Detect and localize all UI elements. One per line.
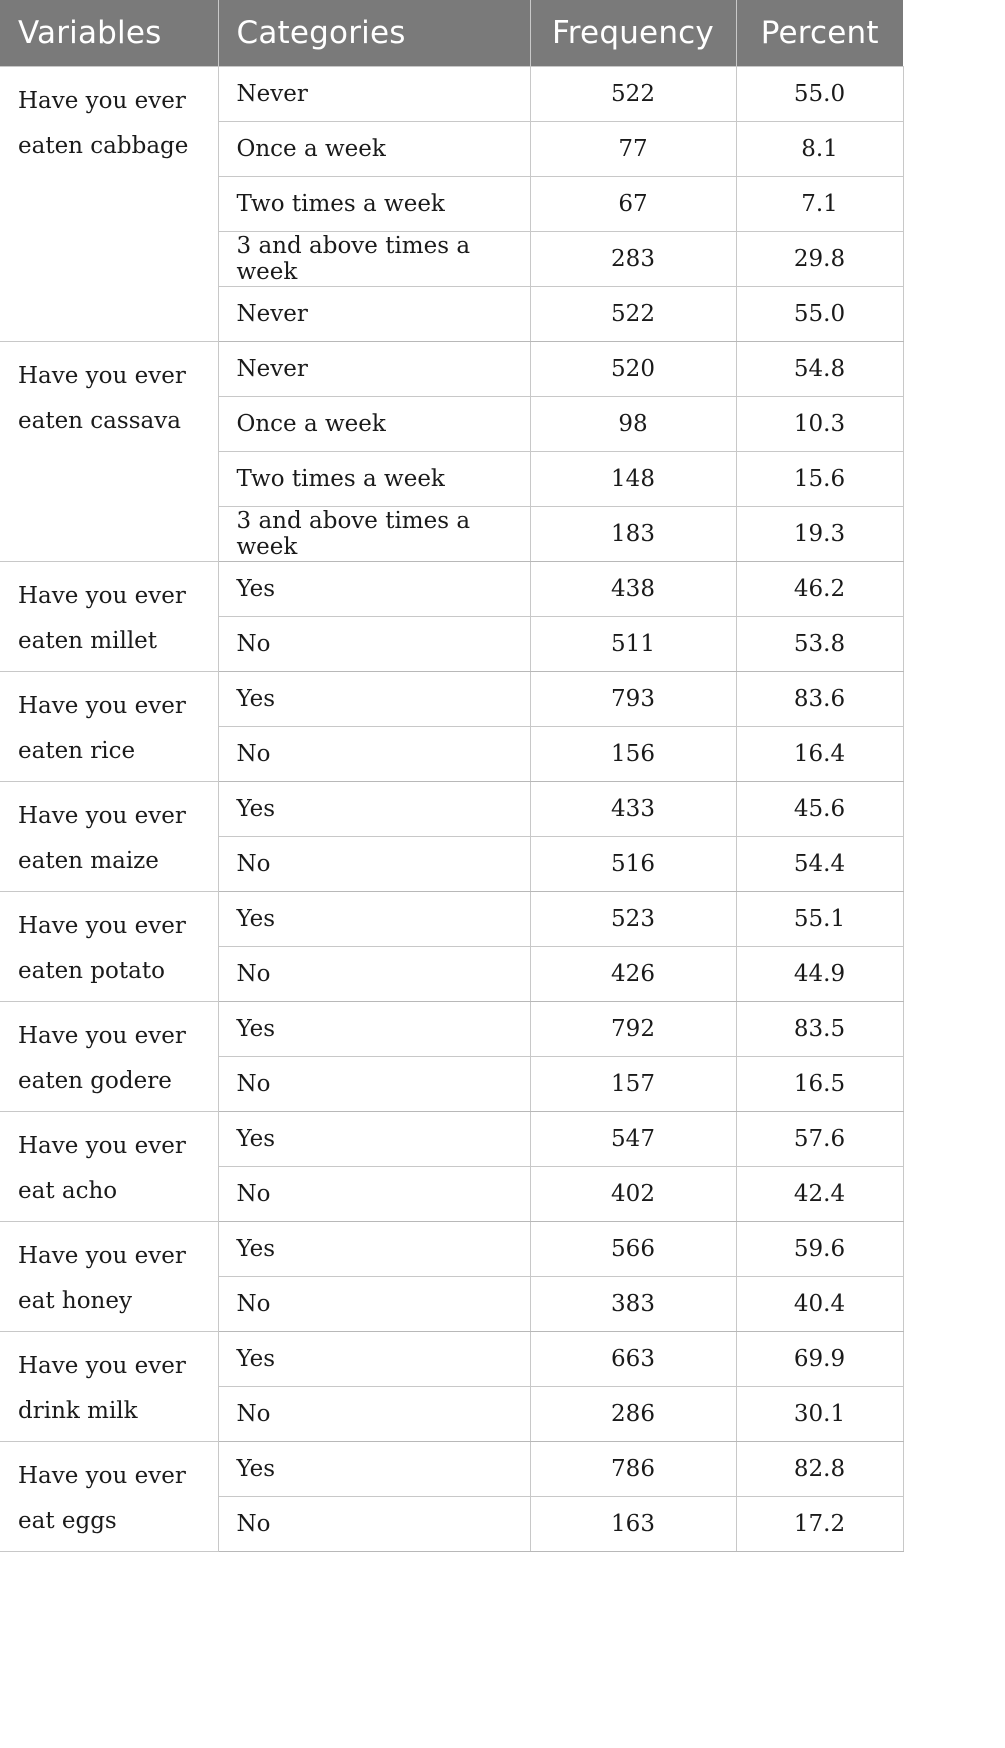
percent-cell: 17.2	[736, 1496, 903, 1551]
variable-cell	[0, 1331, 218, 1441]
variable-cell	[0, 1221, 218, 1331]
category-cell: Yes	[218, 781, 530, 836]
table-row	[0, 1441, 903, 1496]
frequency-cell: 156	[530, 726, 736, 781]
variable-cell	[0, 66, 218, 341]
frequency-cell: 148	[530, 451, 736, 506]
table-row	[0, 891, 903, 946]
category-cell: No	[218, 946, 530, 1001]
frequency-cell: 438	[530, 561, 736, 616]
category-cell: 3 and above times a week	[218, 231, 530, 286]
variable-label: Have you ever eaten cabbage	[18, 87, 189, 159]
category-cell: No	[218, 1386, 530, 1441]
percent-cell: 57.6	[736, 1111, 903, 1166]
frequency-cell: 663	[530, 1331, 736, 1386]
frequency-cell: 402	[530, 1166, 736, 1221]
frequency-cell: 157	[530, 1056, 736, 1111]
category-cell: 3 and above times a week	[218, 506, 530, 561]
percent-cell: 45.6	[736, 781, 903, 836]
percent-cell: 82.8	[736, 1441, 903, 1496]
frequency-cell: 547	[530, 1111, 736, 1166]
percent-cell: 7.1	[736, 176, 903, 231]
percent-cell: 69.9	[736, 1331, 903, 1386]
frequency-cell: 793	[530, 671, 736, 726]
variable-label: Have you ever eaten millet	[18, 582, 186, 654]
category-cell: Two times a week	[218, 451, 530, 506]
frequency-cell: 516	[530, 836, 736, 891]
frequency-cell: 286	[530, 1386, 736, 1441]
variable-cell	[0, 1001, 218, 1111]
variable-cell	[0, 891, 218, 1001]
frequency-cell: 98	[530, 396, 736, 451]
percent-cell: 55.0	[736, 286, 903, 341]
frequency-cell: 566	[530, 1221, 736, 1276]
percent-cell: 44.9	[736, 946, 903, 1001]
category-cell: No	[218, 1056, 530, 1111]
table-row	[0, 1001, 903, 1056]
frequency-cell: 426	[530, 946, 736, 1001]
frequency-cell: 77	[530, 121, 736, 176]
table-row	[0, 1331, 903, 1386]
variable-label: Have you ever eaten potato	[18, 912, 186, 984]
header-variables: Variables	[0, 0, 218, 66]
header-percent: Percent	[736, 0, 903, 66]
category-cell: Yes	[218, 1441, 530, 1496]
category-cell: Never	[218, 341, 530, 396]
category-cell: Yes	[218, 561, 530, 616]
frequency-cell: 383	[530, 1276, 736, 1331]
percent-cell: 46.2	[736, 561, 903, 616]
percent-cell: 8.1	[736, 121, 903, 176]
percent-cell: 10.3	[736, 396, 903, 451]
percent-cell: 42.4	[736, 1166, 903, 1221]
percent-cell: 29.8	[736, 231, 903, 286]
percent-cell: 40.4	[736, 1276, 903, 1331]
percent-cell: 53.8	[736, 616, 903, 671]
percent-cell: 19.3	[736, 506, 903, 561]
variable-cell	[0, 1111, 218, 1221]
frequency-cell: 511	[530, 616, 736, 671]
category-cell: Yes	[218, 891, 530, 946]
frequency-cell: 786	[530, 1441, 736, 1496]
percent-cell: 16.5	[736, 1056, 903, 1111]
percent-cell: 83.6	[736, 671, 903, 726]
variable-label: Have you ever eat eggs	[18, 1462, 186, 1534]
category-cell: Never	[218, 66, 530, 121]
table-row	[0, 561, 903, 616]
frequency-cell: 283	[530, 231, 736, 286]
table-row	[0, 341, 903, 396]
frequency-cell: 183	[530, 506, 736, 561]
variable-label: Have you ever eat honey	[18, 1242, 186, 1314]
variable-label: Have you ever eaten rice	[18, 692, 186, 764]
table-header	[0, 0, 903, 66]
table-body	[0, 66, 903, 1551]
category-cell: No	[218, 836, 530, 891]
category-cell: No	[218, 1496, 530, 1551]
table-row	[0, 1111, 903, 1166]
frequency-cell: 433	[530, 781, 736, 836]
table-row	[0, 781, 903, 836]
percent-cell: 16.4	[736, 726, 903, 781]
frequency-cell: 520	[530, 341, 736, 396]
variable-label: Have you ever eaten cassava	[18, 362, 186, 434]
category-cell: Never	[218, 286, 530, 341]
frequency-cell: 522	[530, 286, 736, 341]
category-cell: Once a week	[218, 121, 530, 176]
percent-cell: 54.8	[736, 341, 903, 396]
header-row	[0, 0, 903, 66]
category-cell: Yes	[218, 1001, 530, 1056]
frequency-cell: 522	[530, 66, 736, 121]
table-row	[0, 66, 903, 121]
category-cell: Yes	[218, 1331, 530, 1386]
category-cell: No	[218, 1276, 530, 1331]
header-frequency: Frequency	[530, 0, 736, 66]
header-categories: Categories	[218, 0, 530, 66]
category-cell: Yes	[218, 671, 530, 726]
percent-cell: 30.1	[736, 1386, 903, 1441]
table-row	[0, 671, 903, 726]
percent-cell: 15.6	[736, 451, 903, 506]
variable-label: Have you ever eaten maize	[18, 802, 186, 874]
category-cell: No	[218, 616, 530, 671]
percent-cell: 55.0	[736, 66, 903, 121]
variable-cell	[0, 561, 218, 671]
category-cell: Yes	[218, 1111, 530, 1166]
variable-cell	[0, 341, 218, 561]
variable-cell	[0, 1441, 218, 1551]
category-cell: Once a week	[218, 396, 530, 451]
frequency-cell: 792	[530, 1001, 736, 1056]
category-cell: No	[218, 1166, 530, 1221]
percent-cell: 55.1	[736, 891, 903, 946]
frequency-cell: 523	[530, 891, 736, 946]
variable-cell	[0, 671, 218, 781]
percent-cell: 83.5	[736, 1001, 903, 1056]
table-row	[0, 1221, 903, 1276]
frequency-cell: 163	[530, 1496, 736, 1551]
frequency-cell: 67	[530, 176, 736, 231]
variable-label: Have you ever drink milk	[18, 1352, 186, 1424]
percent-cell: 59.6	[736, 1221, 903, 1276]
category-cell: Two times a week	[218, 176, 530, 231]
category-cell: No	[218, 726, 530, 781]
variable-cell	[0, 781, 218, 891]
category-cell: Yes	[218, 1221, 530, 1276]
percent-cell: 54.4	[736, 836, 903, 891]
variable-label: Have you ever eat acho	[18, 1132, 186, 1204]
variable-label: Have you ever eaten godere	[18, 1022, 186, 1094]
